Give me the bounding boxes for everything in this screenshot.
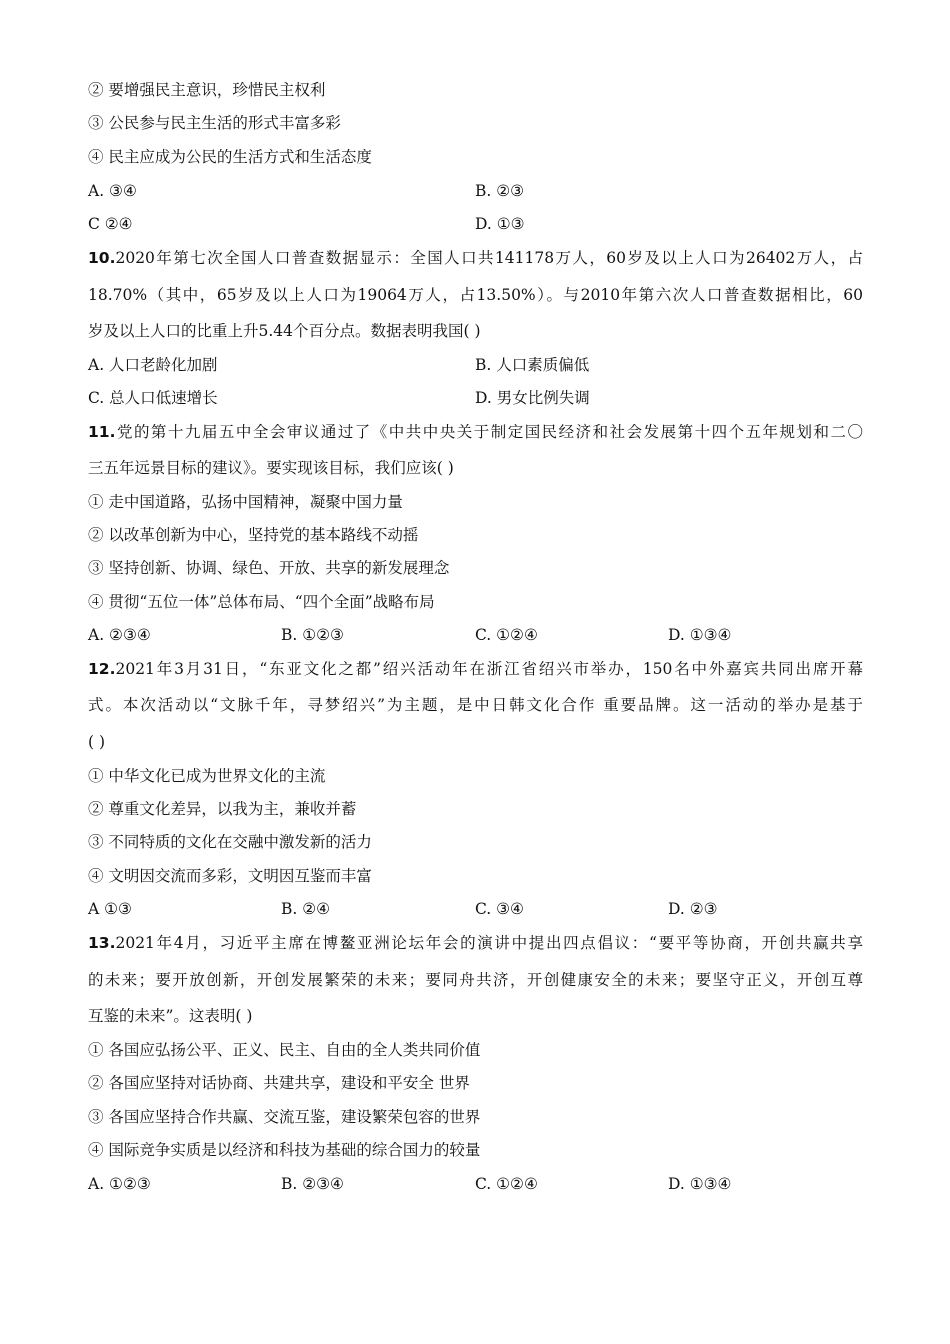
q12-text-1: 2021年3月31日，“东亚文化之都”绍兴活动年在浙江省绍兴市举办，150名中外嘉宾共同出席开幕 xyxy=(115,660,863,678)
q10-number: 10. xyxy=(88,249,116,267)
q13-item-1: ① 各国应弘扬公平、正义、民主、自由的全人类共同价值 xyxy=(88,1041,481,1059)
q13-stem-line-3: 互鉴的未来”。这表明( ) xyxy=(88,1007,253,1025)
q9-option-b: B. ②③ xyxy=(475,182,525,200)
q12-option-c: C. ③④ xyxy=(475,900,524,918)
q10-option-c: C. 总人口低速增长 xyxy=(88,389,218,407)
q9-item-2: ② 要增强民主意识，珍惜民主权利 xyxy=(88,81,326,99)
q11-option-a: A. ②③④ xyxy=(88,626,151,644)
q10-option-b: B. 人口素质偏低 xyxy=(475,356,590,374)
q13-stem-line-2: 的未来；要开放创新，开创发展繁荣的未来；要同舟共济，开创健康安全的未来；要坚守正义，开创互尊 xyxy=(88,971,863,989)
q9-option-a: A. ③④ xyxy=(88,182,137,200)
q13-item-4: ④ 国际竞争实质是以经济和科技为基础的综合国力的较量 xyxy=(88,1141,481,1159)
q11-stem-line-2: 三五年远景目标的建议》。要实现该目标，我们应该( ) xyxy=(88,459,454,477)
q13-option-b: B. ②③④ xyxy=(281,1175,344,1193)
q13-option-d: D. ①③④ xyxy=(668,1175,732,1193)
q12-item-1: ① 中华文化已成为世界文化的主流 xyxy=(88,767,326,785)
q11-item-2: ② 以改革创新为中心，坚持党的基本路线不动摇 xyxy=(88,526,419,544)
q9-item-3: ③ 公民参与民主生活的形式丰富多彩 xyxy=(88,114,341,132)
q13-item-3: ③ 各国应坚持合作共赢、交流互鉴，建设繁荣包容的世界 xyxy=(88,1108,481,1126)
q12-option-b: B. ②④ xyxy=(281,900,331,918)
q12-item-2: ② 尊重文化差异，以我为主，兼收并蓄 xyxy=(88,800,357,818)
q12-option-d: D. ②③ xyxy=(668,900,718,918)
q13-text-1: 2021年4月，习近平主席在博鳌亚洲论坛年会的演讲中提出四点倡议：“要平等协商，开创共赢共享 xyxy=(115,934,863,952)
q11-option-d: D. ①③④ xyxy=(668,626,732,644)
q13-stem-line-1 xyxy=(88,933,863,953)
q10-stem-line-2: 18.70%（其中，65岁及以上人口为19064万人，占13.50%）。与2010年第六次人口普查数据相比，60 xyxy=(88,286,863,304)
q11-text-1: 党的第十九届五中全会审议通过了《中共中央关于制定国民经济和社会发展第十四个五年规划和二〇 xyxy=(115,423,863,441)
q12-item-4: ④ 文明因交流而多彩，文明因互鉴而丰富 xyxy=(88,867,372,885)
q12-number: 12. xyxy=(88,660,116,678)
q11-item-4: ④ 贯彻“五位一体”总体布局、“四个全面”战略布局 xyxy=(88,593,435,611)
q10-stem-line-3: 岁及以上人口的比重上升5.44个百分点。数据表明我国( ) xyxy=(88,322,481,340)
q10-stem-line-1 xyxy=(88,248,863,268)
q12-option-a: A ①③ xyxy=(88,900,132,918)
q13-option-c: C. ①②④ xyxy=(475,1175,538,1193)
q11-option-b: B. ①②③ xyxy=(281,626,344,644)
q11-item-1: ① 走中国道路，弘扬中国精神，凝聚中国力量 xyxy=(88,493,403,511)
q9-option-c: C ②④ xyxy=(88,215,133,233)
q11-option-c: C. ①②④ xyxy=(475,626,538,644)
q12-item-3: ③ 不同特质的文化在交融中激发新的活力 xyxy=(88,833,372,851)
q13-number: 13. xyxy=(88,934,116,952)
q11-item-3: ③ 坚持创新、协调、绿色、开放、共享的新发展理念 xyxy=(88,559,450,577)
q13-item-2: ② 各国应坚持对话协商、共建共享，建设和平安全 世界 xyxy=(88,1074,470,1092)
q13-option-a: A. ①②③ xyxy=(88,1175,151,1193)
q9-option-d: D. ①③ xyxy=(475,215,525,233)
q12-stem-line-2: 式。本次活动以“文脉千年，寻梦绍兴”为主题，是中日韩文化合作 重要品牌。这一活动的举办是基于 xyxy=(88,696,863,714)
q9-item-4: ④ 民主应成为公民的生活方式和生活态度 xyxy=(88,148,372,166)
q10-text-1: 2020年第七次全国人口普查数据显示：全国人口共141178万人，60岁及以上人口为26402万人，占 xyxy=(115,249,863,267)
q10-option-a: A. 人口老龄化加剧 xyxy=(88,356,218,374)
q12-stem-line-3: ( ) xyxy=(88,733,106,751)
q12-stem-line-1 xyxy=(88,659,863,679)
q11-stem-line-1 xyxy=(88,422,863,442)
q10-option-d: D. 男女比例失调 xyxy=(475,389,590,407)
q11-number: 11. xyxy=(88,423,116,441)
